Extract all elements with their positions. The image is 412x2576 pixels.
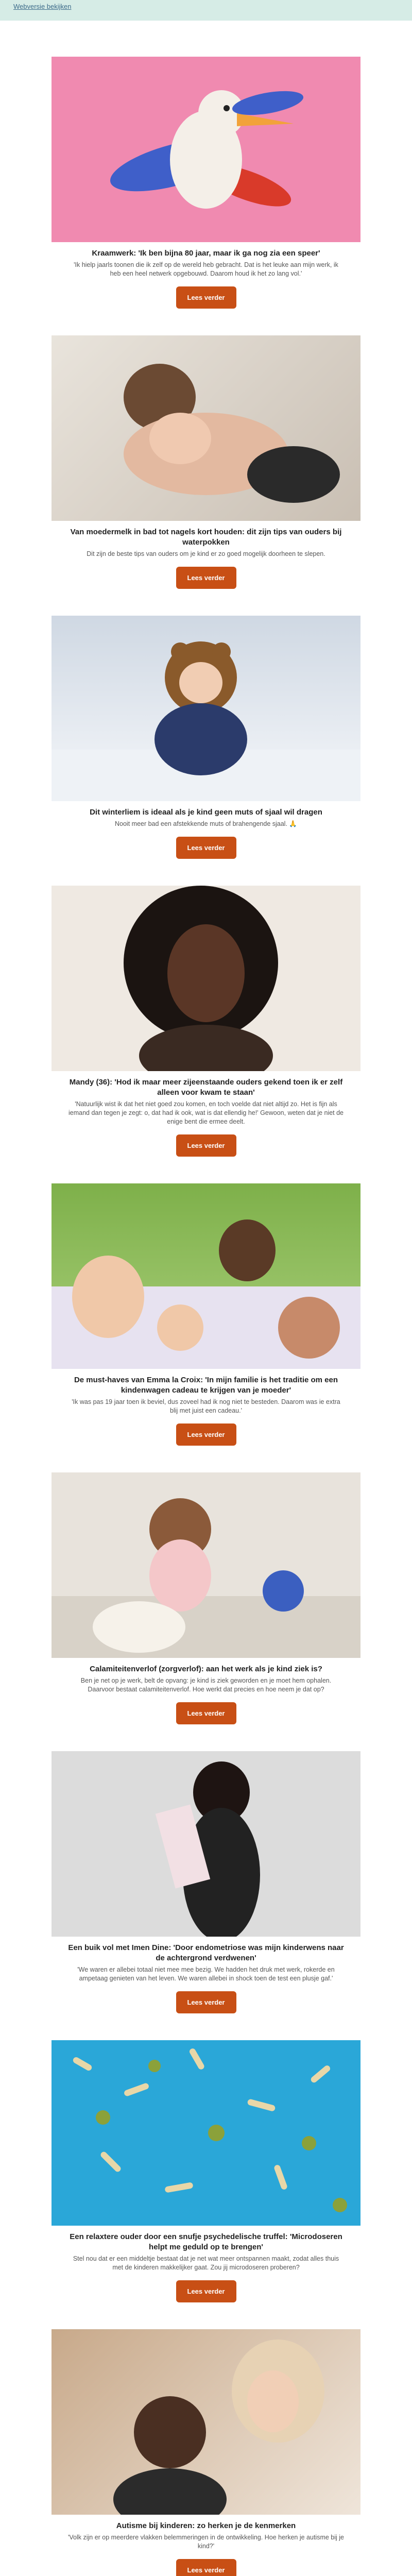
webversion-link[interactable]: Webversie bekijken (13, 3, 72, 10)
article-description: 'Ik hielp jaarls toonen die ik zelf op de wereld heb gebracht. Dat is het leuke aan mijn werk, ik heb een heel netwerk opgebouwd. Daarom houd ik het zo lang vol.' (74, 261, 338, 277)
article-image[interactable] (52, 2329, 360, 2515)
read-more-button[interactable]: Lees verder (176, 1702, 236, 1724)
article-title[interactable]: Mandy (36): 'Hod ik maar meer zijeenstaande ouders gekend toen ik er zelf alleen voor kwam te staan' (69, 1078, 343, 1097)
article-image[interactable] (52, 886, 360, 1071)
portrait-photo (52, 886, 360, 1071)
read-more-button[interactable]: Lees verder (176, 2280, 236, 2302)
stork-toy-illustration (52, 57, 360, 242)
article-title[interactable]: Autisme bij kinderen: zo herken je de kenmerken (116, 2521, 296, 2530)
parent-child-photo (52, 335, 360, 521)
article-title[interactable]: Calamiteitenverlof (zorgverlof): aan het werk als je kind ziek is? (90, 1665, 322, 1673)
article-description: 'Volk zijn er op meerdere vlakken belemmeringen in de ontwikkeling. Hoe herken je autisme bij je kind?' (68, 2534, 344, 2550)
article-card (52, 1472, 360, 1724)
article-card (52, 2329, 360, 2576)
mother-child-photo (52, 2329, 360, 2515)
article-card (52, 616, 360, 859)
article-description: 'We waren er allebei totaal niet mee mee bezig. We hadden het druk met werk, rokerde en ampetaag genieten van het leven. We waren allebei in shock toen de test een plusje gaf.' (77, 1966, 335, 1982)
article-title[interactable]: Een relaxtere ouder door een snufje psychedelische truffel: 'Microdoseren helpt me geduld op te brengen' (70, 2232, 342, 2251)
article-description: Stel nou dat er een middeltje bestaat dat je net wat meer ontspannen maakt, zodat alles thuis met de kinderen makkelijker gaat. Zou jij microdoseren proberen? (73, 2255, 339, 2271)
article-card (52, 2040, 360, 2302)
article-image[interactable] (52, 57, 360, 242)
read-more-button[interactable]: Lees verder (176, 1991, 236, 2013)
pregnancy-photo (52, 1751, 360, 1937)
article-description: 'Natuurlijk wist ik dat het niet goed zou komen, en toch voelde dat niet altijd zo. Het is fijn als iemand dan tegen je zegt: o, dat had ik ook, wat is dat ellendig he!' Gewoon, weten dat je niet de enige bent die ermee deelt. (68, 1100, 344, 1125)
article-card (52, 1751, 360, 2013)
article-image[interactable] (52, 1183, 360, 1369)
article-card (52, 335, 360, 589)
article-card (52, 57, 360, 309)
child-in-snow-photo (52, 616, 360, 801)
article-image[interactable] (52, 616, 360, 801)
article-title[interactable]: De must-haves van Emma la Croix: 'In mijn familie is het traditie om een kindenwagen cadeau te krijgen van je moeder' (74, 1376, 338, 1395)
newsletter-body (52, 57, 360, 2576)
article-image[interactable] (52, 2040, 360, 2226)
read-more-button[interactable]: Lees verder (176, 2559, 236, 2576)
article-title[interactable]: Een buik vol met Imen Dine: 'Door endometriose was mijn kinderwens naar de achtergrond verdwenen' (68, 1943, 344, 1962)
sick-child-photo (52, 1472, 360, 1658)
article-image[interactable] (52, 1472, 360, 1658)
article-description: Nooit meer bad een afstekkende muts of brahengende sjaal. 🙏 (115, 820, 297, 827)
article-card (52, 1183, 360, 1446)
read-more-button[interactable]: Lees verder (176, 567, 236, 589)
article-title[interactable]: Kraamwerk: 'Ik ben bijna 80 jaar, maar ik ga nog zia een speer' (92, 249, 320, 258)
mushrooms-photo (52, 2040, 360, 2226)
article-title[interactable]: Dit winterliem is ideaal als je kind geen muts of sjaal wil dragen (90, 808, 322, 817)
article-image[interactable] (52, 335, 360, 521)
article-description: Dit zijn de beste tips van ouders om je kind er zo goed mogelijk doorheen te slepen. (87, 550, 325, 557)
read-more-button[interactable]: Lees verder (176, 1134, 236, 1157)
article-image[interactable] (52, 1751, 360, 1937)
article-title[interactable]: Van moedermelk in bad tot nagels kort houden: dit zijn tips van ouders bij waterpokken (70, 528, 342, 547)
article-description: 'Ik was pas 19 jaar toen ik beviel, dus zoveel had ik nog niet te besteden. Daarom was ie extra blij met juist een cadeau.' (72, 1398, 340, 1414)
article-card (52, 886, 360, 1157)
read-more-button[interactable]: Lees verder (176, 837, 236, 859)
article-description: Ben je net op je werk, belt de opvang: je kind is ziek geworden en je moet hem ophalen. Daarvoor bestaat calamiteitenverlof. Hoe werkt dat precies en hoe neem je dat op? (80, 1677, 332, 1693)
read-more-button[interactable]: Lees verder (176, 1423, 236, 1446)
top-bar (0, 0, 412, 21)
family-picnic-photo (52, 1183, 360, 1369)
read-more-button[interactable]: Lees verder (176, 286, 236, 309)
